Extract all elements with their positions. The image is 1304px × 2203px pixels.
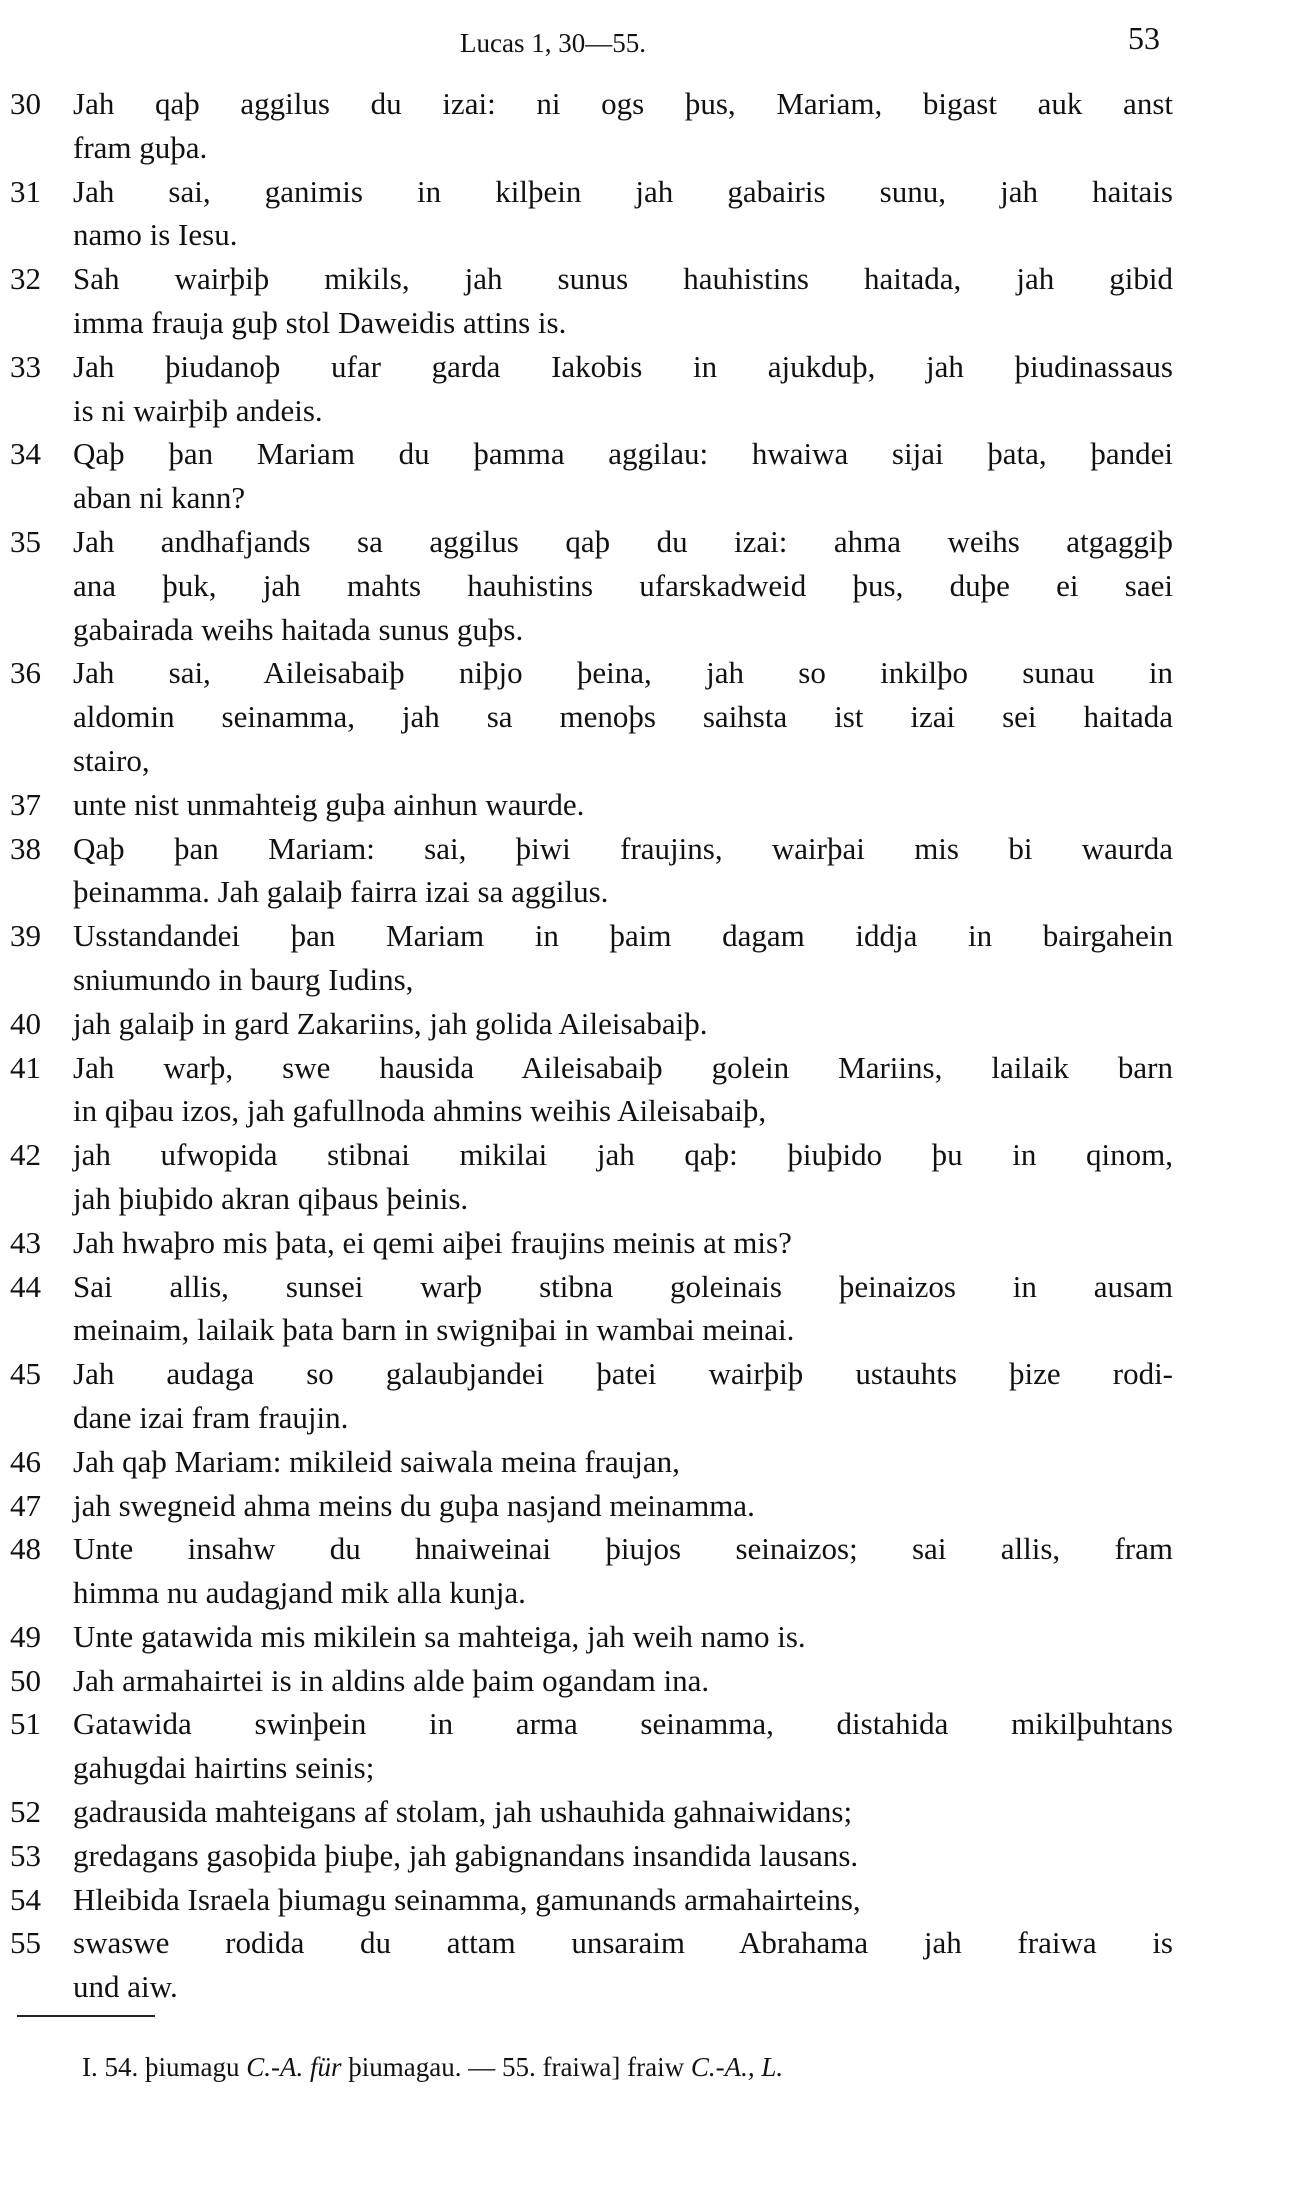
verse-number: 55 (10, 1925, 41, 1961)
verse (0, 1440, 1304, 1484)
footnote-text: þiumagau. — 55. fraiwa] fraiw (348, 2052, 685, 2082)
verse-number: 48 (10, 1531, 41, 1567)
verse (0, 1002, 1304, 1046)
footnote-divider (17, 2015, 155, 2017)
verse (0, 914, 1304, 1002)
verse-line: Sai allis, sunsei warþ stibna goleinais þeinaizos in ausam (73, 1268, 1173, 1304)
verse (0, 1790, 1304, 1834)
verse-number: 33 (10, 348, 41, 384)
footnote-text: I. 54. þiumagu (82, 2052, 240, 2082)
verse (0, 1921, 1304, 2009)
verse (0, 432, 1304, 520)
verse-line: Jah sai, ganimis in kilþein jah gabairis sunu, jah haitais (73, 173, 1173, 209)
verse-number: 52 (10, 1794, 41, 1830)
verse-number: 51 (10, 1706, 41, 1742)
verse-line: swaswe rodida du attam unsaraim Abrahama jah fraiwa is (73, 1925, 1173, 1961)
verse-line: himma nu audagjand mik alla kunja. (73, 1575, 526, 1611)
footnote-siglum: C.-A. (246, 2052, 304, 2082)
verse-number: 54 (10, 1881, 41, 1917)
verse-line: dane izai fram fraujin. (73, 1399, 349, 1435)
verse (0, 1221, 1304, 1265)
page-header (0, 20, 1304, 70)
verse (0, 1702, 1304, 1790)
verse (0, 257, 1304, 345)
verse-number: 47 (10, 1487, 41, 1523)
verse-line: Qaþ þan Mariam du þamma aggilau: hwaiwa sijai þata, þandei (73, 436, 1173, 472)
verse (0, 1615, 1304, 1659)
verse (0, 651, 1304, 782)
verse-line: Qaþ þan Mariam: sai, þiwi fraujins, wairþai mis bi waurda (73, 830, 1173, 866)
verse (0, 1878, 1304, 1922)
verse-line: Jah qaþ aggilus du izai: ni ogs þus, Mariam, bigast auk anst (73, 86, 1173, 121)
verse (0, 1133, 1304, 1221)
verse-number: 46 (10, 1443, 41, 1479)
verse-line: jah ufwopida stibnai mikilai jah qaþ: þiuþido þu in qinom, (73, 1137, 1173, 1173)
verse-number: 30 (10, 86, 41, 121)
verse-line: Jah sai, Aileisabaiþ niþjo þeina, jah so inkilþo sunau in (73, 655, 1173, 691)
verse-number: 32 (10, 261, 41, 297)
verse-line: Jah warþ, swe hausida Aileisabaiþ golein Mariins, lailaik barn (73, 1049, 1173, 1085)
verse-line: Jah armahairtei is in aldins alde þaim ogandam ina. (73, 1662, 710, 1698)
verse (0, 1527, 1304, 1615)
verse-line: jah swegneid ahma meins du guþa nasjand meinamma. (73, 1487, 755, 1523)
verse-line: þeinamma. Jah galaiþ fairra izai sa aggilus. (73, 874, 609, 910)
verse-line: gahugdai hairtins seinis; (73, 1750, 375, 1786)
verse-number: 49 (10, 1618, 41, 1654)
verse-line: is ni wairþiþ andeis. (73, 392, 323, 428)
verse-line: in qiþau izos, jah gafullnoda ahmins weihis Aileisabaiþ, (73, 1093, 767, 1129)
verse-line: fram guþa. (73, 129, 208, 165)
verse (0, 783, 1304, 827)
verse-line: ana þuk, jah mahts hauhistins ufarskadweid þus, duþe ei saei (73, 567, 1173, 603)
verse-number: 34 (10, 436, 41, 472)
footnote-fuer: für (309, 2052, 342, 2082)
footnote-siglum: C.-A., L. (690, 2052, 784, 2082)
verse-line: Hleibida Israela þiumagu seinamma, gamunands armahairteins, (73, 1881, 861, 1917)
verse-number: 36 (10, 655, 41, 691)
verse-number: 41 (10, 1049, 41, 1085)
verse-line: gabairada weihs haitada sunus guþs. (73, 611, 524, 647)
verse (0, 1659, 1304, 1703)
verse-line: sniumundo in baurg Iudins, (73, 961, 414, 997)
verse-line: Jah audaga so galaubjandei þatei wairþiþ ustauhts þize rodi- (73, 1356, 1173, 1392)
verse-line: aban ni kann? (73, 480, 246, 516)
verse-line: imma frauja guþ stol Daweidis attins is. (73, 304, 567, 340)
verse-line: jah þiuþido akran qiþaus þeinis. (73, 1180, 469, 1216)
verse (0, 1046, 1304, 1134)
verse (0, 170, 1304, 258)
verse-line: unte nist unmahteig guþa ainhun waurde. (73, 786, 585, 822)
verse-number: 40 (10, 1005, 41, 1041)
page-number: 53 (1128, 20, 1160, 56)
verse-number: 39 (10, 918, 41, 954)
verse-number: 43 (10, 1224, 41, 1260)
verse-line: Jah andhafjands sa aggilus qaþ du izai: ahma weihs atgaggiþ (73, 523, 1173, 559)
verse (0, 827, 1304, 915)
verse-line: aldomin seinamma, jah sa menoþs saihsta ist izai sei haitada (73, 699, 1173, 735)
verse-line: Jah qaþ Mariam: mikileid saiwala meina fraujan, (73, 1443, 680, 1479)
verse-number: 53 (10, 1837, 41, 1873)
verse-line: Jah þiudanoþ ufar garda Iakobis in ajukduþ, jah þiudinassaus (73, 348, 1173, 384)
verse-line: jah galaiþ in gard Zakariins, jah golida Aileisabaiþ. (73, 1005, 708, 1041)
verse-line: gadrausida mahteigans af stolam, jah ushauhida gahnaiwidans; (73, 1794, 853, 1830)
verse-text (0, 82, 1304, 2009)
verse-number: 45 (10, 1356, 41, 1392)
verse-line: namo is Iesu. (73, 217, 238, 253)
verse-line: stairo, (73, 742, 150, 778)
verse-line: gredagans gasoþida þiuþe, jah gabignandans insandida lausans. (73, 1837, 859, 1873)
verse-line: Unte insahw du hnaiweinai þiujos seinaizos; sai allis, fram (73, 1531, 1173, 1567)
verse-line: Jah hwaþro mis þata, ei qemi aiþei fraujins meinis at mis? (73, 1224, 792, 1260)
verse-line: Usstandandei þan Mariam in þaim dagam iddja in bairgahein (73, 918, 1173, 954)
footnote (82, 2052, 783, 2083)
verse-number: 35 (10, 523, 41, 559)
running-title: Lucas 1, 30—55. (460, 28, 646, 58)
verse (0, 1834, 1304, 1878)
verse (0, 82, 1304, 170)
verse (0, 1484, 1304, 1528)
verse (0, 345, 1304, 433)
verse-number: 38 (10, 830, 41, 866)
verse-number: 42 (10, 1137, 41, 1173)
verse-number: 44 (10, 1268, 41, 1304)
verse (0, 1265, 1304, 1353)
verse-line: Unte gatawida mis mikilein sa mahteiga, jah weih namo is. (73, 1618, 806, 1654)
verse-line: meinaim, lailaik þata barn in swigniþai in wambai meinai. (73, 1312, 795, 1348)
verse-line: und aiw. (73, 1969, 178, 2005)
verse-number: 31 (10, 173, 41, 209)
verse (0, 1352, 1304, 1440)
verse-line: Gatawida swinþein in arma seinamma, distahida mikilþuhtans (73, 1706, 1173, 1742)
verse-number: 37 (10, 786, 41, 822)
verse (0, 520, 1304, 651)
verse-line: Sah wairþiþ mikils, jah sunus hauhistins haitada, jah gibid (73, 261, 1173, 297)
verse-number: 50 (10, 1662, 41, 1698)
